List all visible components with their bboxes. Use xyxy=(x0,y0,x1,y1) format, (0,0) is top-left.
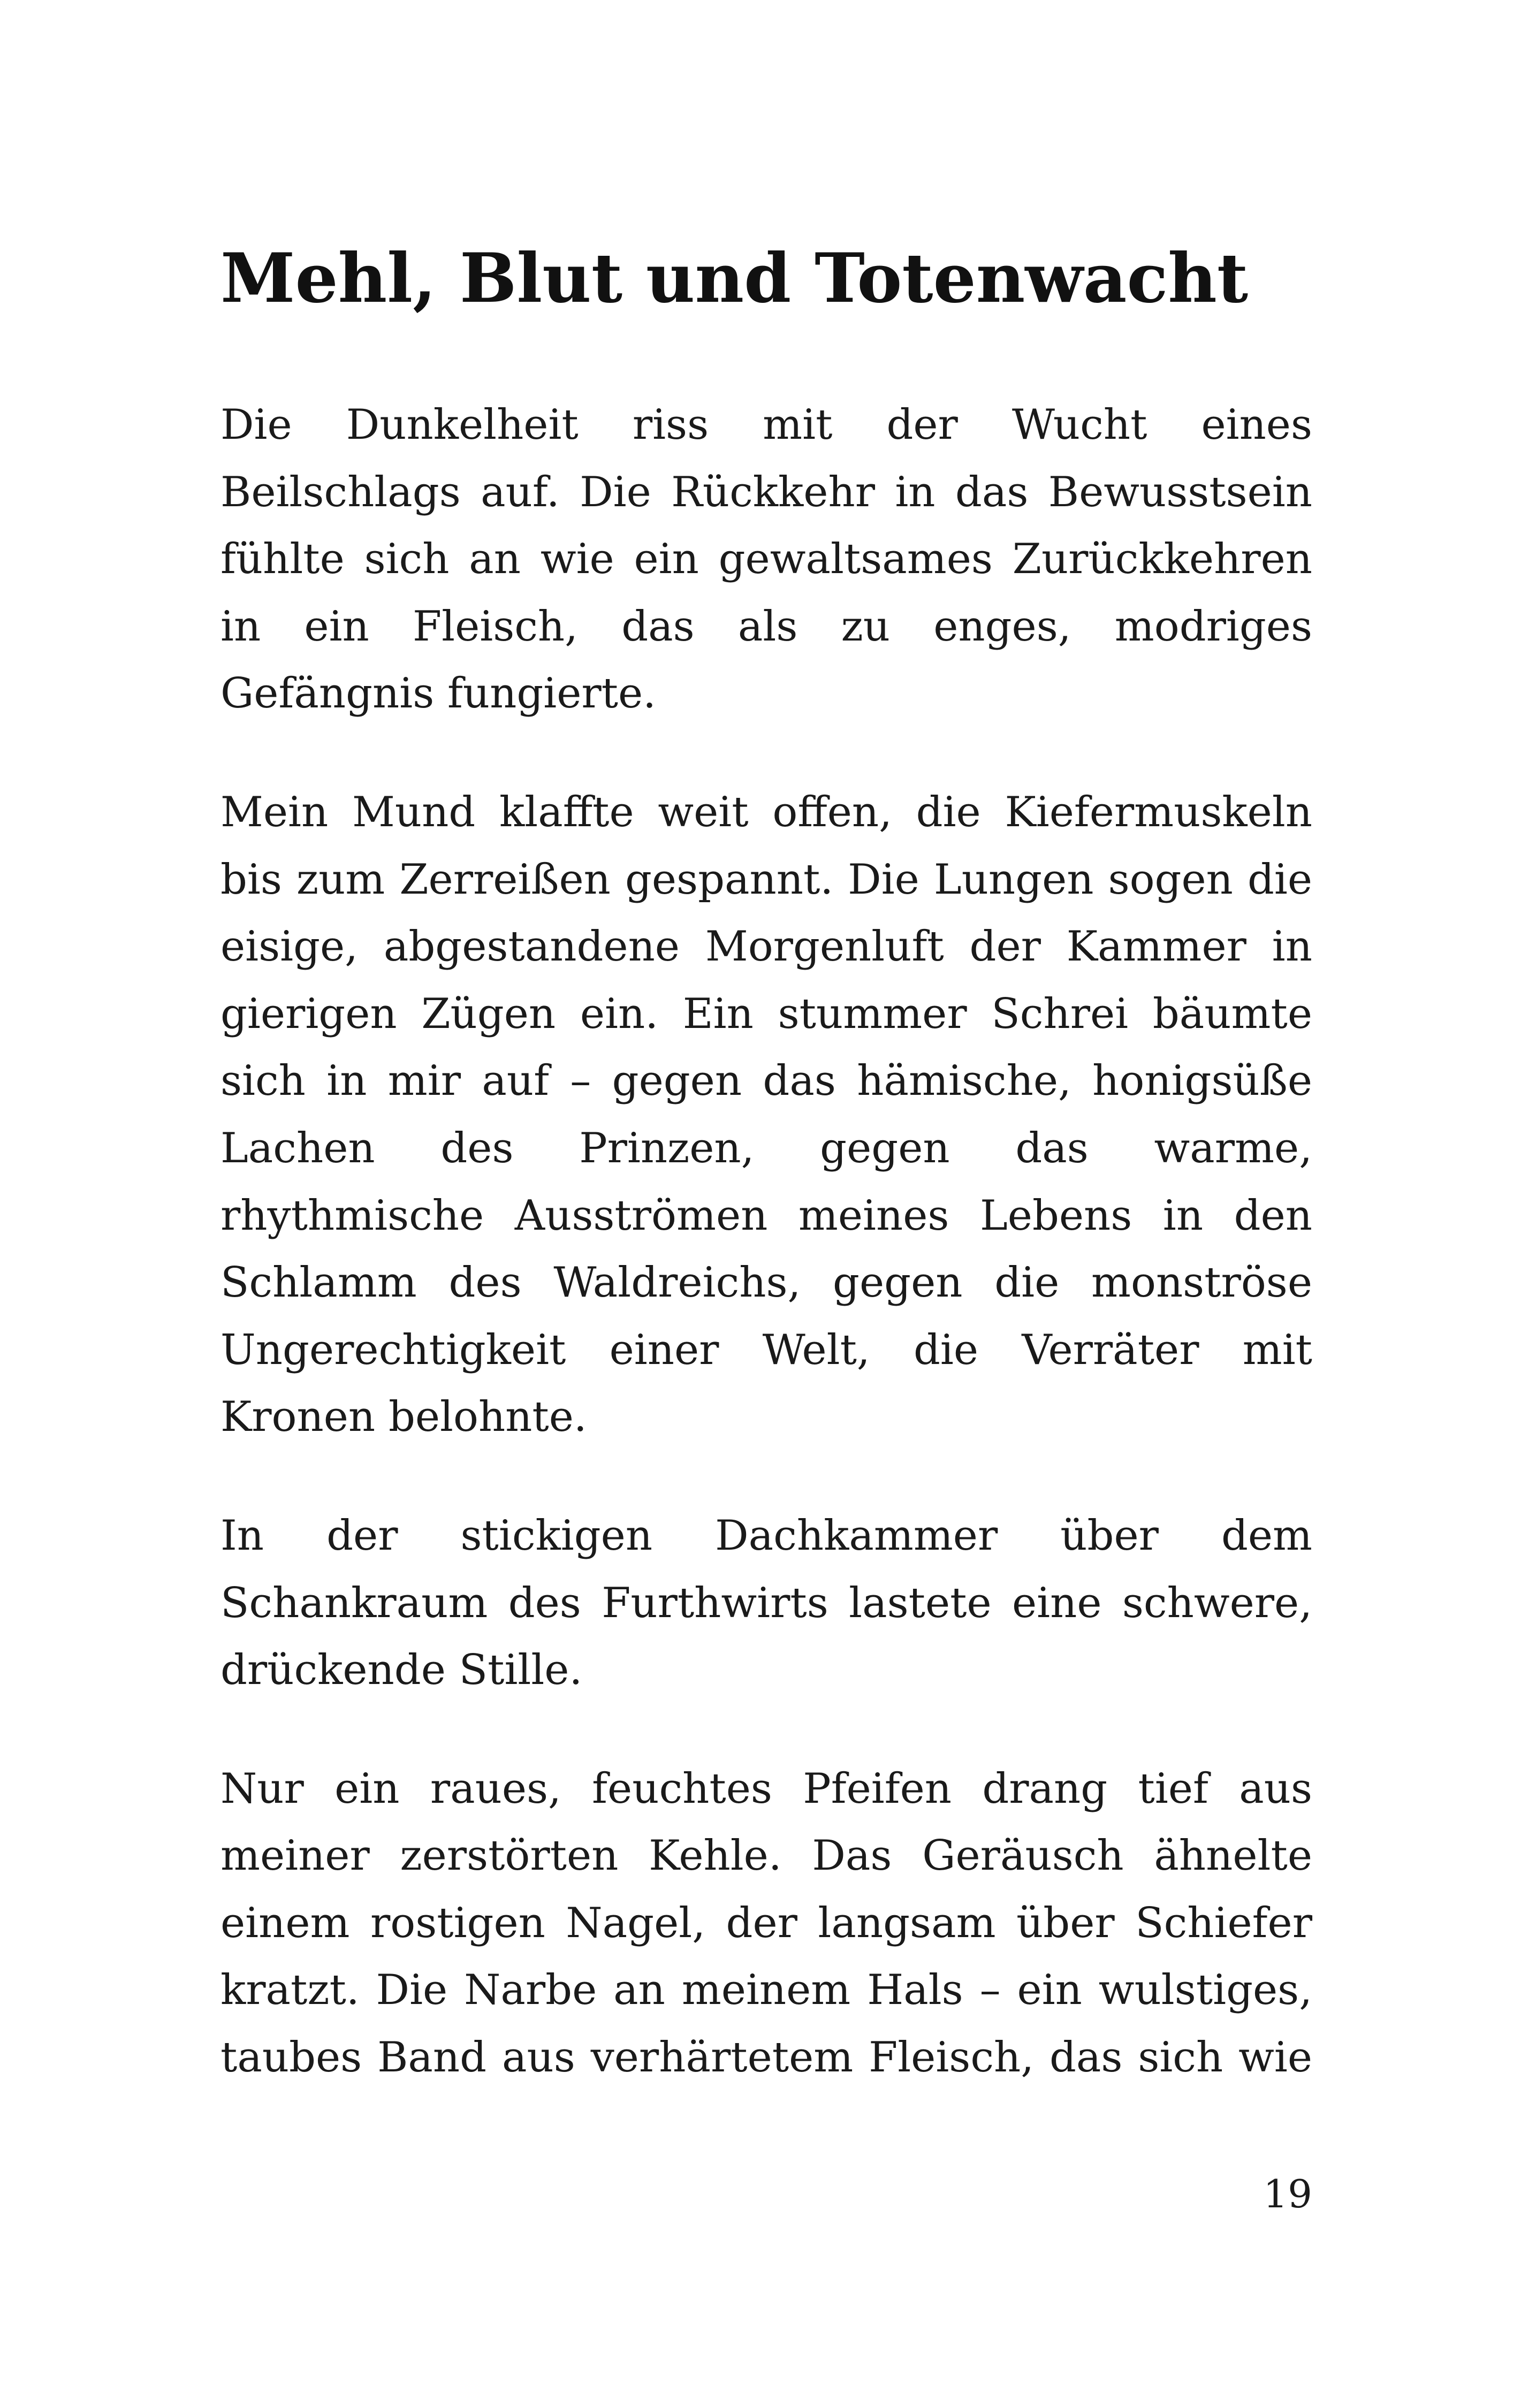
paragraph-4 xyxy=(220,1756,1312,2092)
text-line: Lachen des Prinzen, gegen das warme, xyxy=(220,1124,1312,1172)
text-line: drückende Stille. xyxy=(220,1646,583,1695)
text-line: Beilschlags auf. Die Rückkehr in das Bewusstsein xyxy=(220,468,1312,516)
text-line: taubes Band aus verhärtetem Fleisch, das sich wie xyxy=(220,2033,1312,2082)
text-line: bis zum Zerreißen gespannt. Die Lungen sogen die xyxy=(220,855,1312,904)
text-line: fühlte sich an wie ein gewaltsames Zurückkehren xyxy=(220,535,1312,584)
chapter-title: Mehl, Blut und Totenwacht xyxy=(220,239,1249,318)
text-line: Kronen belohnte. xyxy=(220,1393,587,1442)
text-line: Gefängnis fungierte. xyxy=(220,669,656,718)
page-number: 19 xyxy=(1263,2171,1312,2216)
text-line: gierigen Zügen ein. Ein stummer Schrei bäumte xyxy=(220,989,1312,1038)
text-line: Mein Mund klaffte weit offen, die Kiefermuskeln xyxy=(220,788,1312,836)
paragraph-1 xyxy=(220,392,1312,728)
paragraph-2 xyxy=(220,779,1312,1451)
text-line: kratzt. Die Narbe an meinem Hals – ein wulstiges, xyxy=(220,1966,1312,2015)
text-line: Die Dunkelheit riss mit der Wucht eines xyxy=(220,401,1312,449)
body-text xyxy=(220,392,1312,2143)
text-line: Schlamm des Waldreichs, gegen die monströse xyxy=(220,1259,1312,1307)
text-line: Nur ein raues, feuchtes Pfeifen drang tief aus xyxy=(220,1764,1312,1813)
text-line: meiner zerstörten Kehle. Das Geräusch ähnelte xyxy=(220,1832,1312,1880)
text-line: in ein Fleisch, das als zu enges, modriges xyxy=(220,602,1312,651)
text-line: sich in mir auf – gegen das hämische, honigsüße xyxy=(220,1057,1312,1106)
text-line: rhythmische Ausströmen meines Lebens in den xyxy=(220,1191,1312,1240)
text-line: eisige, abgestandene Morgenluft der Kammer in xyxy=(220,923,1312,971)
text-line: Schankraum des Furthwirts lastete eine schwere, xyxy=(220,1579,1312,1627)
paragraph-3 xyxy=(220,1503,1312,1704)
text-line: einem rostigen Nagel, der langsam über Schiefer xyxy=(220,1899,1312,1947)
text-line: Ungerechtigkeit einer Welt, die Verräter mit xyxy=(220,1325,1312,1374)
text-line: In der stickigen Dachkammer über dem xyxy=(220,1511,1312,1560)
